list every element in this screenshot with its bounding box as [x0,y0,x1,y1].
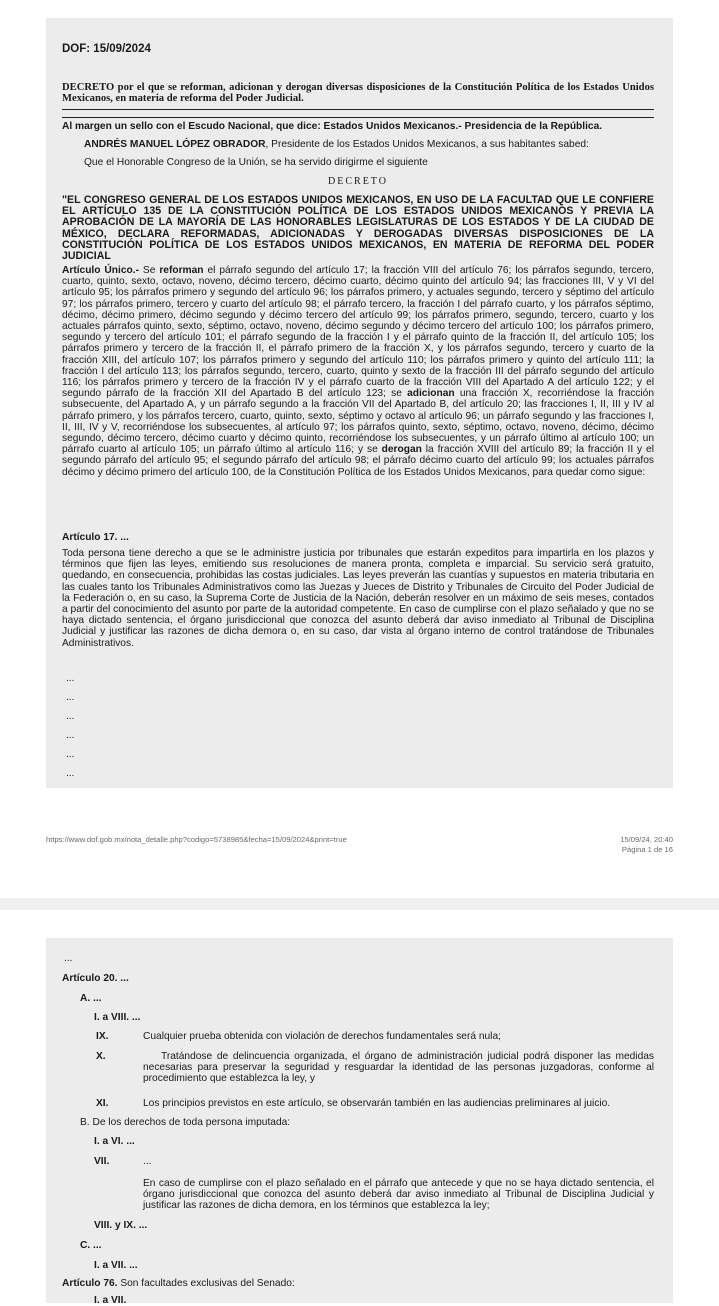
president-line [84,139,654,150]
footer-page-number: Página 1 de 16 [621,845,673,854]
ellipsis: ... [66,768,75,779]
congress-line: Que el Honorable Congreso de la Unión, se ha servido dirigirme el siguiente [84,157,428,168]
footer-datetime: 15/09/24, 20:40 [620,835,673,844]
b-fractions-viii-ix: VIII. y IX. ... [94,1220,148,1231]
president-name: ANDRÉS MANUEL LÓPEZ OBRADOR [84,139,266,150]
keyword-adicionan: adicionan [407,388,455,400]
a-fraction-xi-text: Los principios previstos en este artículo, se observarán también en las audiencias preliminares al juicio. [143,1098,611,1109]
articulo-17-text: Toda persona tiene derecho a que se le administre justicia por tribunales que estarán expeditos para impartirla en los plazos y términos que fijen las leyes, emitiendo sus resoluciones de manera pronta, completa e imparcial. Su servicio será gratuito, quedando, en consecuencia, prohibidas las costas judiciales. Las leyes preverán las cuantías y supuestos en materia tributaria en las cuales tanto los Tribunales Administrativos como las Juezas y Jueces de Distrito y Tribunales de Circuito del Poder Judicial de la Federación o, en su caso, la Suprema Corte de Justicia de la Nación, deberán resolver en un máximo de seis meses, contados a partir del conocimiento del asunto por parte de la autoridad competente. En caso de cumplirse con el plazo señalado y que no se haya dictado sentencia, el órgano jurisdiccional que conozca del asunto deberá dar aviso inmediato al Tribunal de Disciplina Judicial y justificar las razones de dicha demora o, en su caso, dar vista al órgano interno de control tratándose de Tribunales Administrativos. [62,548,654,649]
seal-text: Al margen un sello con el Escudo Nacional, que dice: Estados Unidos Mexicanos.- Presidencia de la República. [62,121,603,132]
b-fractions-i-vi: I. a VI. ... [94,1136,135,1147]
articulo-unico-text-4: la fracción XVIII del artículo 89; la fracción II y el segundo párrafo del artículo 95; el segundo párrafo del artículo 98; el párrafo décimo cuarto del artículo 99; los actuales párrafos décimo y décimo primero del artículo 100, de la Constitución Política de los Estados Unidos Mexicanos, para quedar como sigue: [62,444,654,478]
a-fractions-i-viii: I. a VIII. ... [94,1012,141,1023]
articulo-76 [62,1278,295,1289]
title-rule-top [62,109,654,110]
apartado-c: C. ... [80,1240,102,1251]
c-fractions-i-vii: I. a VII. ... [94,1260,138,1271]
dof-date: DOF: 15/09/2024 [62,43,151,55]
articulo-76-label: Artículo 76. [62,1278,118,1289]
ellipsis: ... [66,711,75,722]
preamble: "EL CONGRESO GENERAL DE LOS ESTADOS UNIDOS MEXICANOS, EN USO DE LA FACULTAD QUE LE CONFIERE EL ARTÍCULO 135 DE LA CONSTITUCIÓN POLÍTICA DE LOS ESTADOS UNIDOS MEXICANOS Y PREVIA LA APROBACIÓN DE LA MAYORÍA DE LAS HONORABLES LEGISLATURAS DE LOS ESTADOS Y DE LA CIUDAD DE MÉXICO, DECLARA REFORMADAS, ADICIONADAS Y DEROGADAS DIVERSAS DISPOSICIONES DE LA CONSTITUCIÓN POLÍTICA DE LOS ESTADOS UNIDOS MEXICANOS, EN MATERIA DE REFORMA DEL PODER JUDICIAL [62,194,654,263]
articulo-unico-text-2: el párrafo segundo del artículo 17; la fracción VIII del artículo 76; los párrafos segundo, tercero, cuarto, quinto, sexto, octavo, noveno, décimo tercero, décimo cuarto, décimo quinto del artículo 94; las fracciones III, V y VI del artículo 95; los párrafos primero y segundo del artículo 96; los párrafos primero, y actuales segundo, tercero y séptimo del artículo 97; los párrafos primero, tercero y cuarto del artículo 98; el párrafo tercero, la fracción I del párrafo cuarto, y los párrafos séptimo, décimo, décimo primero, décimo segundo y décimo tercero del artículo 99; los párrafos primero, segundo, tercero, cuarto y los actuales párrafos quinto, sexto, séptimo, octavo, noveno, décimo segundo y décimo tercero del artículo 100; los párrafos primero, segundo y tercero del artículo 101; el párrafo segundo de la fracción I y el párrafo quinto de la fracción II, del artículo 105; los párrafos primero y tercero de la fracción II, el párrafo primero de la fracción X, y los párrafos segundo, tercero y cuarto de la fracción XIII, del artículo 107; los párrafos primero y segundo del artículo 110; los párrafos primero y quinto del artículo 111; la fracción I del artículo 113; los párrafos segundo, tercero, cuarto, quinto y sexto de la fracción III del párrafo segundo del artículo 116; los párrafos primero y tercero de la fracción IV y el párrafo cuarto de la fracción VIII del Apartado A del artículo 122; y el segundo párrafo de la fracción XII del Apartado B del artículo 123; se [62,265,655,400]
articulo-17-heading: Artículo 17. ... [62,532,129,543]
b-fraction-vii-number: VII. [94,1156,110,1167]
articulo-unico [62,265,654,478]
keyword-reforman: reforman [159,265,204,276]
footer-url-link[interactable]: https://www.dof.gob.mx/nota_detalle.php?codigo=5738985&fecha=15/09/2024&print=true [46,835,347,844]
a-fraction-x-number: X. [96,1051,106,1062]
decree-title: DECRETO por el que se reforman, adicionan y derogan diversas disposiciones de la Constitución Política de los Estados Unidos Mexicanos, en materia de reforma del Poder Judicial. [62,82,654,104]
decree-heading: DECRETO [328,176,388,187]
document-page-1 [46,18,673,788]
top-ellipsis: ... [64,953,73,964]
articulo-20-heading: Artículo 20. ... [62,973,129,984]
articulo-unico-label: Artículo Único.- [62,265,139,276]
b-fraction-vii-text: En caso de cumplirse con el plazo señalado en el párrafo que antecede y que no se haya dictado sentencia, el órgano jurisdiccional que conozca del asunto deberá dar aviso inmediato al Tribunal de Disciplina Judicial y justificar las razones de dicha demora, en los términos que establezca la ley; [143,1178,654,1212]
articulo-unico-text-3: una fracción X, recorriéndose la fracción subsecuente, del Apartado A, y un párrafo segundo a la fracción VII del Apartado B, del artículo 20; las fracciones I, II, III y IV al párrafo primero, y los párrafos tercero, cuarto, quinto, sexto, séptimo y octavo al artículo 96; un párrafo segundo y las fracciones I, II, III, IV y V, recorriéndose los subsecuentes, al artículo 97; los párrafos quinto, sexto, séptimo, octavo, noveno, décimo, décimo segundo, décimo tercero, décimo cuarto y décimo quinto, recorriéndose los subsecuentes, y un párrafo último al artículo 100; un párrafo cuarto al artículo 105; un párrafo último al artículo 116; y se [62,388,654,456]
articulo-76-text: Son facultades exclusivas del Senado: [117,1278,295,1289]
a-fraction-ix-number: IX. [96,1031,109,1042]
keyword-derogan: derogan [381,444,422,456]
document-page-2 [46,938,673,1306]
ellipsis: ... [66,749,75,760]
a76-fractions-i-vii: I. a VII. [94,1295,127,1306]
apartado-a: A. ... [80,993,102,1004]
president-line-text: , Presidente de los Estados Unidos Mexicanos, a sus habitantes sabed: [265,139,589,150]
a-fraction-x-text: Tratándose de delincuencia organizada, el órgano de administración judicial podrá disponer las medidas necesarias para preservar la seguridad y resguardar la identidad de las personas juzgadoras, conforme al procedimiento que establezca la ley, y [143,1051,654,1085]
title-rule-bottom [62,117,654,118]
apartado-b: B. De los derechos de toda persona imputada: [80,1117,291,1128]
ellipsis: ... [66,730,75,741]
ellipsis: ... [66,692,75,703]
page-separator [0,898,719,910]
articulo-unico-text-1: Se [138,265,160,276]
b-fraction-vii-ellipsis: ... [143,1156,152,1167]
a-fraction-ix-text: Cualquier prueba obtenida con violación de derechos fundamentales será nula; [143,1031,501,1042]
a-fraction-xi-number: XI. [96,1098,109,1109]
ellipsis: ... [66,673,75,684]
